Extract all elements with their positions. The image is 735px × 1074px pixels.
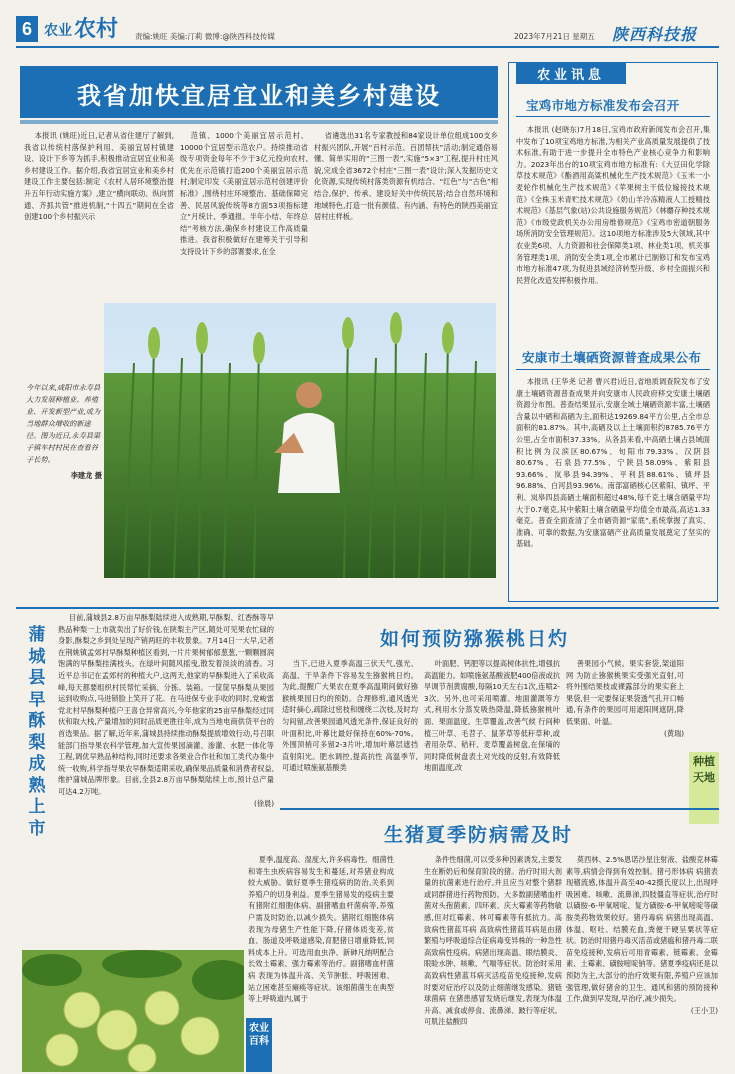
lead-column-1: 本报讯 (姚旺)近日,记者从省住建厅了解到,我省以传统村落保护利用、美丽宜居村镇建设、设计下乡等为抓手,积极推动宜居宜业和美乡村建设工作。据介绍,我省宜居宜业和美乡村建设工作主要包括:制定《农村人居环境整治提升五年行动实施方案》,建立“横向联动、纵向贯通、齐抓共管”推进机制,“十四五”期间在全省创建100个乡村振兴示 bbox=[24, 131, 174, 222]
story1-rule bbox=[516, 116, 710, 117]
encyclopedia-tag-label: 农业百科 bbox=[249, 1023, 269, 1047]
lead-column-3: 省遴选出31名专家教授和84家设计单位组成100支乡村振兴团队,开展“百村示范、百团帮扶”活动;制定通俗易懂、简单实用的“三图一表”,实施“5×3”工程,提升村庄风貌,完成全省3672个村庄“三图一表”设计;深入发掘历史文化资源,实现传统村落类资源有机结合、“红色”与“古色”相结合,保护、传承、建设好关中传统民居;结合自然环境和地域特色,打造一批有颜值、有内涵、有特色的陕西美丽宜居村庄样板。 bbox=[314, 131, 498, 222]
story1-body: 本报讯 (赵晓东)7月18日,宝鸡市政府新闻发布会召开,集中发布了10项宝鸡地方标准,为相关产业高质量发展提供了技术标准,有助于进一步提升全市特色产业核心竞争力和影响力。2023年出台的10项宝鸡市地方标准有:《大豆田化学除草技术规范》《酯酒用高粱机械化生产技术规范》《玉米一小麦轮作机械化生产技术规范》《苹果树主干低位嫁接技术规范》《全株玉米青贮技术规范》《奶山羊冷冻精液人工授精技术规范》《基层气象(站)公共设施服务规范》《林麝存种技术规范》《市级党政机关办公用房维修规范》《宝鸡市密道朝服务场所消防安全管理规范》。这10项地方标准涉及5大领域,其中农业类6项、人力资源和社会保障类1项、林业类1项、机关事务管理类1项、消防安全类1项,全市累计已制修订和发布宝鸡市地方标准47项,为促进县域经济转型升级、乡村全面振兴和民营化改造发挥积极作用。 bbox=[516, 125, 710, 285]
story2-headline: 安康市土壤硒资源普查成果公布 bbox=[522, 350, 702, 365]
pear-tree-illustration bbox=[22, 950, 244, 1072]
section-label-large: 农村 bbox=[74, 16, 119, 42]
kiwi-credit: (黄瑞) bbox=[664, 728, 684, 738]
section-divider-1 bbox=[16, 607, 719, 609]
issue-date: 2023年7月21日 星期五 bbox=[514, 32, 595, 41]
page-number: 6 bbox=[16, 16, 38, 42]
kiwi-column-3: 善果园小气候。果实套袋,架道阳网 为防止猕猴桃果实受强光直射,可将外围结果枝或裸露部分的果实套上果袋,但一定要保证果袋透气孔开口畅通,有条件的果园可用遮阳网遮阴,降低果面、叶温。 (黄瑞) bbox=[566, 659, 684, 738]
story2-body: 本报讯 (王华尧 记者 曹兴君)近日,省地质调查院发布了安康土壤硒资源普查成果并向安康市人民政府移交安康土壤硒资源分布图。普查结果显示,安康全域土壤硒资源丰富,土壤硒含量以中硒和高硒为主,面积达19269.84平方公里,占全市总面积的81.87%。其中,高硒及以上土壤面积约8785.76平方公里,占全市面积37.33%。从各县来看,中高硒土壤占县域面积比例为汉滨区80.67%、旬阳市79.33%、汉阴县80.67%、石泉县77.5%、宁陕县58.09%、紫阳县93.66%、岚皋县94.39%、平利县88.61%、镇坪县96.88%、白河县93.96%。南部富硒核心区紫阳、镇坪、平利、岚皋四县高硒土壤面积超过48%,每千克土壤含硒量平均大于0.7毫克,其中紫阳土壤含硒量平均值全市最高,高达1.33毫克。普查全面查清了全市硒资源“家底”,系统掌握了真实、准确、可靠的数据,为安康富硒产业高质量发展奠定了坚实的基础。 bbox=[516, 377, 710, 549]
millet-field-illustration bbox=[104, 303, 496, 578]
headline-underbar bbox=[20, 120, 498, 124]
pear-vertical-headline: 蒲城县早酥梨成熟上市 bbox=[28, 625, 46, 839]
pear-photo bbox=[22, 950, 244, 1072]
ribbon-label: 种植天地 bbox=[693, 755, 715, 784]
pear-credit: (徐晨) bbox=[254, 798, 274, 808]
kiwi-headline: 如何预防猕猴桃日灼 bbox=[380, 628, 570, 650]
section-divider-2 bbox=[280, 808, 719, 810]
lead-headline-banner bbox=[20, 66, 498, 118]
story1-headline: 宝鸡市地方标准发布会召开 bbox=[526, 98, 680, 113]
section-label-small: 农业 bbox=[44, 23, 72, 39]
lead-headline: 我省加快宜居宜业和美乡村建设 bbox=[77, 82, 441, 110]
kiwi-column-2: 叶面肥、钙肥等以提高树体抗性,增强抗高温能力。如喷施氨基酸液肥400倍液或抗旱调节剂黄腐酸,每隔10天左右1次,连喷2-3次。另外,也可采用喷灌、地面灌溉等方式,利用水分蒸发吸热降温,降低猕猴桃叶面、果面温度。生草覆盖,改善气候 行间种植三叶草、毛苕子、鼠茅草等低秆草种,或者用杂草、秸秆、麦草覆盖树盘,在保墒的同时降低树盘表土对光线的反射,有效降低地面温度,改 bbox=[424, 659, 560, 773]
photo-credit: 李建龙 摄 bbox=[70, 471, 102, 480]
pear-body: 目前,蒲城县2.8万亩早酥梨陆续进入成熟期,早酥梨、红香酥等早熟品种梨一上市就卖出了好价钱,在陕梨主产区,随处可见果农忙碌的身影,酥梨之乡到处呈现产销两旺的丰收景象。7月14日一大早,记者在荆姚镇孟郊村早酥梨种植区看到,一片片果树郁郁葱葱,一颗颗圆润饱满的早酥梨挂满枝头。在绿叶间随风摇曳,散发着淡淡的清香。习近平总书记在孟郊村的种植大户,这两天,他家的早酥梨进入了采收高峰,每天都要组织村民帮忙采摘、分拣、装箱。一筐筐早酥梨从果园运到收购点,马进锁脸上笑开了花。在马进保专业手收的同时,党峻雷党北村早酥梨种植户王喜仓异常高兴,今年他家的25亩早酥梨经过同伙和取大栈,产量增加的同时品质更胜往年,成为当地电商供货平台的首选果品。据了解,近年来,蒲城县持续推动酥梨提质增效行动,号召职能部门指导果农科学管理,加大宣传果园滴灌、渗灌、水肥一体化等工程,调优早熟品种结构,同时还要求各果业合作社和加工类代办集中统一收购,科学指导果农早酥梨适期采收,确保果品质量和消费者权益,维护蒲城品牌形象。目前,全县2.8万亩早酥梨陆续上市,预计总产量可达4.2万吨。 (徐晨) bbox=[58, 613, 274, 808]
staff-credits: 责编:姚旺 美编:汀莉 微博:@陕西科技传媒 bbox=[135, 32, 275, 41]
millet-field-photo bbox=[104, 303, 496, 578]
lead-column-2: 范镇、1000个美丽宜居示范村、10000个宜居型示范农户。持续推动省级专项资金每年不少于3亿元投向农村,优先在示范镇打造200个美丽宜居示范村;制定印发《美丽宜居示范村创建评价标准》,围绕村庄环境整治、基础保障完善、民居风貌传统等8方面53项指标建立“月统计、季通报、半年小结、年终总结”考核方法,确保乡村建设工作高质量推进。我省积极做好在建筹关于引导和支持设计下乡的部署要求,在全 bbox=[180, 131, 308, 256]
sidebar-banner: 农业讯息 bbox=[536, 68, 605, 83]
story2-rule bbox=[516, 369, 710, 370]
pig-headline: 生猪夏季防病需及时 bbox=[384, 824, 574, 846]
newspaper-masthead: 陕西科技报 bbox=[612, 25, 698, 44]
page-header bbox=[0, 0, 735, 54]
pig-column-2: 条件性细菌,可以受多种因素诱发,主要发生在断奶后和保育阶段的猪。治疗时用大剂量的抗菌素进行治疗,并且应当对整个猪群或同群猪进行药物预防。大多数副猪嗜血杆菌对头孢菌素、四环素、庆大霉素等药物敏感,但对红霉素、林可霉素等有抵抗力。高致病性猪蓝耳病 高致病性猪蓝耳病是由猪繁殖与呼吸道综合征病毒变异株的一种急性高致病性疫病。病猪出现高温、眼结膜炎、眼睑水肿、咳嗽、气喘等症状。防治时采用高致病性猪蓝耳病灭活疫苗免疫接种,发病时要对症治疗以及防止细菌继发感染。猪链球菌病 在猪患感冒发烧后继发,表现为体温升高、减食或停食、流鼻涕、跛行等症状。可肌注盐酸四 bbox=[424, 855, 562, 1027]
photo-caption: 今年以来,咸阳市永寿县大力发展种植业、养殖业、开发新型产业,成为当地群众增收的新途径。图为近日,永寿县渠子镇车村村民在查看谷子长势。 李建龙 摄 bbox=[26, 383, 102, 480]
kiwi-column-1: 当下,已进入夏季高温三伏天气,强光、高温、干旱条件下容易发生猕猴桃日灼。为此,提醒广大果农在夏季高温期间做好猕猴桃果园日灼的预防。合理修剪,通风透光 适时摘心,疏除过密枝和缠绕二次枝,及时均匀间留,改善果园通风透光条件,保证良好的叶面积比,叶幕比最好保持在60%-70%。外围顶梢可多留2-3片叶,增加叶幕层遮挡直射阳光。肥水调控,提高抗性 高温季节,可通过喷施氨基酸类 bbox=[282, 659, 418, 773]
pig-credit: (王小卫) bbox=[690, 1005, 718, 1015]
pig-column-3: 莫西林、2.5%恩诺沙星注射液、盐酸克林霉素等,病情会得到有效控制。猪弓形体病 病猪表现稽流感,体温升高至40-42摄氏度以上,出现呼吸困难、咳嗽、流鼻涕,四肢僵直等症状,治疗时以磺胺-6-甲氧嘧啶、复方磺胺-6-甲氧嘧啶等磺胺类药物效果较好。猪丹毒病 病猪出现高温、体温、呕吐、结膜充血,粪便干硬呈粟状等症状。防治时用猪丹毒灭活苗或猪瘟和猪丹毒二联苗免疫接种,发病后可用青霉素、链霉素、金霉素、土霉素、磺胺嘧啶钠等。猪夏季疫病还是以预防为主,大部分的治疗效果有限,养殖户应该加强管理,做好猪舍的卫生、通风和猪的预防接种工作,做到早发现,早治疗,减少损失。 (王小卫) bbox=[566, 855, 718, 1015]
pig-column-1: 夏季,温度高、湿度大,许多病毒性、细菌性和寄生虫疾病容易发生和蔓延,对养猪业构成较大威胁。做好夏季生猪疫病的防治,关系到养殖户的切身利益。夏季生猪易发的疫病主要有猪附红细胞体病、副猪嗜血杆菌病等,养殖户需及时防治,以减少损失。猪附红细胞体病 表现为母猪生产性能下降,仔猪体质变差,贫血、肠道及呼吸道感染,育肥猪日增重降低,饲料成本上升。可选用血虫净、新砷凡纳明配合长效土霉素、强力霉素等治疗。副猪嗜血杆菌病 表现为体温升高、关节肿胀、呼吸困难、站立困难甚至瘫痪等症状。该细菌菌生在典型等上呼吸道内,属于 bbox=[248, 855, 394, 1004]
header-rule bbox=[16, 46, 719, 48]
